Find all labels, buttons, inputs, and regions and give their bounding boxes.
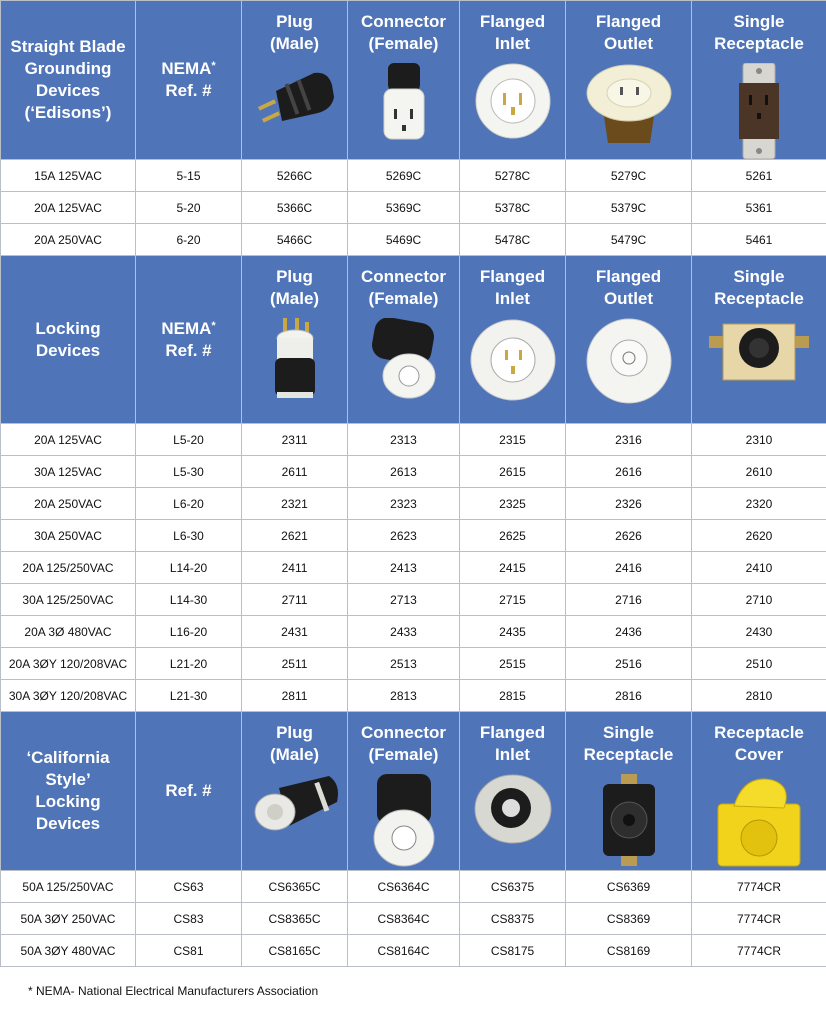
col-connector: Connector (Female) <box>348 1 460 160</box>
col-connector: Connector (Female) <box>348 712 460 871</box>
table-row: 20A 125VAC 5-20 5366C 5369C 5378C 5379C 5361 <box>1 192 826 224</box>
table-row: 30A 125/250VAC L14-30 2711 2713 2715 2716 2710 <box>1 584 826 616</box>
col-single-receptacle: Single Receptacle <box>692 256 826 424</box>
california-plug-icon <box>249 774 341 836</box>
col-plug: Plug (Male) <box>242 1 348 160</box>
connector-icon <box>376 63 432 141</box>
col-flanged-inlet: Flanged Inlet <box>460 256 566 424</box>
table-row: 20A 125/250VAC L14-20 2411 2413 2415 2416 2410 <box>1 552 826 584</box>
table-row: 20A 125VAC L5-20 2311 2313 2315 2316 2310 <box>1 424 826 456</box>
col-plug: Plug (Male) <box>242 256 348 424</box>
table-row: 20A 250VAC 6-20 5466C 5469C 5478C 5479C 5461 <box>1 224 826 256</box>
nema-ref-header: NEMA* Ref. # <box>136 256 242 424</box>
col-plug: Plug (Male) <box>242 712 348 871</box>
locking-receptacle-icon <box>709 318 809 384</box>
flanged-inlet-icon <box>473 63 553 139</box>
plug-icon <box>252 63 338 131</box>
locking-plug-icon <box>265 318 325 400</box>
locking-outlet-icon <box>585 318 673 404</box>
table-row: 30A 250VAC L6-30 2621 2623 2625 2626 2620 <box>1 520 826 552</box>
locking-connector-icon <box>369 318 439 400</box>
table-row: 20A 3ØY 120/208VAC L21-20 2511 2513 2515 2516 2510 <box>1 648 826 680</box>
col-connector: Connector (Female) <box>348 256 460 424</box>
col-flanged-inlet: Flanged Inlet <box>460 712 566 871</box>
flanged-outlet-icon <box>586 63 672 145</box>
receptacle-icon <box>731 63 787 159</box>
section-title: Locking Devices <box>1 256 136 424</box>
section-header-straight-blade <box>1 1 826 160</box>
ref-header: Ref. # <box>136 712 242 871</box>
col-flanged-outlet: Flanged Outlet <box>566 1 692 160</box>
footnote: * NEMA- National Electrical Manufacturers Association <box>28 984 319 998</box>
section-header-locking <box>1 256 826 424</box>
col-single-receptacle: Single Receptacle <box>566 712 692 871</box>
table-row: 20A 3Ø 480VAC L16-20 2431 2433 2435 2436 2430 <box>1 616 826 648</box>
receptacle-cover-icon <box>714 774 804 868</box>
col-single-receptacle: Single Receptacle <box>692 1 826 160</box>
table-row: 30A 3ØY 120/208VAC L21-30 2811 2813 2815 2816 2810 <box>1 680 826 712</box>
section-title: Straight Blade Grounding Devices (‘Edisons’) <box>1 1 136 160</box>
table-row: 30A 125VAC L5-30 2611 2613 2615 2616 2610 <box>1 456 826 488</box>
section-title: ‘California Style’ Locking Devices <box>1 712 136 871</box>
section-header-california <box>1 712 826 871</box>
nema-ref-header: NEMA* Ref. # <box>136 1 242 160</box>
california-connector-icon <box>369 774 439 870</box>
table-row: 50A 125/250VAC CS63 CS6365C CS6364C CS6375 CS6369 7774CR <box>1 871 826 903</box>
table-row: 20A 250VAC L6-20 2321 2323 2325 2326 2320 <box>1 488 826 520</box>
col-flanged-outlet: Flanged Outlet <box>566 256 692 424</box>
locking-inlet-icon <box>469 318 557 402</box>
col-receptacle-cover: Receptacle Cover <box>692 712 826 871</box>
table-row: 50A 3ØY 250VAC CS83 CS8365C CS8364C CS8375 CS8369 7774CR <box>1 903 826 935</box>
table-row: 15A 125VAC 5-15 5266C 5269C 5278C 5279C 5261 <box>1 160 826 192</box>
table-row: 50A 3ØY 480VAC CS81 CS8165C CS8164C CS8175 CS8169 7774CR <box>1 935 826 967</box>
col-flanged-inlet: Flanged Inlet <box>460 1 566 160</box>
california-inlet-icon <box>473 774 553 844</box>
california-receptacle-icon <box>597 774 661 866</box>
